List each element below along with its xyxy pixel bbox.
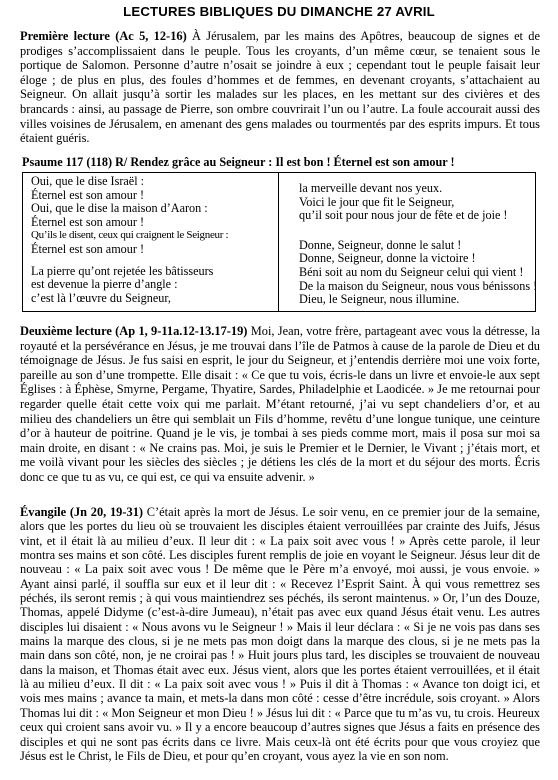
psalm-line: Béni soit au nom du Seigneur celui qui vient ! (299, 264, 524, 279)
psalm-right-column (279, 173, 538, 311)
psalm-line: Éternel est son amour ! (31, 214, 145, 229)
psalm-line: Oui, que le dise Israël : (31, 174, 145, 188)
gospel-text: C’était après la mort de Jésus. Le soir venu, en ce premier jour de la semaine, alors que les portes du lieu où se trouvaient les disciples étaient verrouillées par crainte des Juifs, Jésus vint, et il était là au milieu d’eux. Il leur dit : « La paix soit avec vous ! » Après cette parole, il leur montra ses mains et son côté. Les disciples furent remplis de joie en voyant le Seigneur. Jésus leur dit de nouveau : « La paix soit avec vous ! De même que le Père m’a envoyé, moi aussi, je vous envoie. » Ayant ainsi parlé, il souffla sur eux et il leur dit : « Recevez l’Esprit Saint. À qui vous remettrez ses péchés, ils seront remis ; à qui vous maintiendrez ses péchés, ils seront maintenus. » Or, l’un des Douze, Thomas, appelé Didyme (c’est-à-dire Jumeau), n’était pas avec eux quand Jésus était venu. Les autres disciples lui disaient : « Nous avons vu le Seigneur ! » Mais il leur déclara : « Si je ne vois pas dans ses mains la marque des clous, si je ne mets pas mon doigt dans la marque des clous, si je ne mets pas la main dans son côté, non, je ne croirai pas ! » Huit jours plus tard, les disciples se trouvaient de nouveau dans la maison, et Thomas était avec eux. Jésus vient, alors que les portes étaient verrouillées, et il était là au milieu d’eux. Il dit : « La paix soit avec vous ! » Puis il dit à Thomas : « Avance ton doigt ici, et vois mes mains ; avance ta main, et mets-la dans mon côté : cesse d’être incrédule, sois croyant. » Alors Thomas lui dit : « Mon Seigneur et mon Dieu ! » Jésus lui dit : « Parce que tu m’as vu, tu crois. Heureux ceux qui croient sans avoir vu. » Il y a encore beaucoup d’autres signes que Jésus a faits en présence des disciples et qui ne sont pas écrits dans ce livre. Mais ceux-là ont été écrits pour que vous croyiez que Jésus est le Christ, le Fils de Dieu, et pour qu’en croyant, vous ayez la vie en son nom. (20, 505, 540, 763)
psalm-line: Dieu, le Seigneur, nous illumine. (299, 292, 460, 307)
psalm-line: Oui, que le dise la maison d’Aaron : (31, 201, 208, 216)
psalm-line: La pierre qu’ont rejetée les bâtisseurs (31, 263, 214, 278)
psalm-line: De la maison du Seigneur, nous vous bénissons ! (299, 278, 538, 293)
psalm-line: est devenue la pierre d’angle : (31, 277, 178, 292)
first-reading-heading: Première lecture (Ac 5, 12-16) (20, 29, 187, 43)
psalm-line: Éternel est son amour ! (31, 241, 145, 256)
psalm-line: la merveille devant nos yeux. (299, 181, 443, 195)
first-reading-text: À Jérusalem, par les mains des Apôtres, beaucoup de signes et de prodiges s’accomplissaient dans le peuple. Tous les croyants, d’un même cœur, se tenaient sous le portique de Salomon. Personne d’autre n’osait se joindre à eux ; cependant tout le peuple faisait leur éloge ; de plus en plus, des foules d’hommes et de femmes, en devenant croyants, s’attachaient au Seigneur. On allait jusqu’à sortir les malades sur les places, en les mettant sur des civières et des brancards : ainsi, au passage de Pierre, son ombre couvrirait l’un ou l’autre. La foule accourait aussi des villes voisines de Jérusalem, en amenant des gens malades ou tourmentés par des esprits impurs. Et tous étaient guéris. (20, 29, 540, 146)
psalm-line: Voici le jour que fit le Seigneur, (299, 194, 455, 209)
page-title: LECTURES BIBLIQUES DU DIMANCHE 27 AVRIL (123, 4, 435, 19)
gospel-heading: Évangile (Jn 20, 19-31) (20, 505, 144, 519)
first-reading (20, 29, 540, 146)
psalm-line: Donne, Seigneur, donne le salut ! (299, 237, 462, 252)
psalm-table (22, 172, 536, 312)
psalm-line: qu’il soit pour nous jour de fête et de joie ! (299, 208, 508, 223)
psalm-line: Donne, Seigneur, donne la victoire ! (299, 251, 476, 266)
second-reading-heading: Deuxième lecture (Ap 1, 9-11a.12-13.17-19) (20, 324, 248, 338)
psalm-left-column (23, 173, 279, 311)
gospel-reading (20, 505, 540, 763)
psalm-line: c’est là l’œuvre du Seigneur, (31, 290, 171, 305)
psalm-line: Éternel est son amour ! (31, 187, 145, 202)
psalm-line: Qu’ils le disent, ceux qui craignent le Seigneur : (31, 229, 229, 242)
psalm-title: Psaume 117 (118) R/ Rendez grâce au Seigneur : Il est bon ! Éternel est son amour ! (22, 155, 455, 169)
second-reading-text: Moi, Jean, votre frère, partageant avec vous la détresse, la royauté et la persévérance en Jésus, je me trouvai dans l’île de Patmos à cause de la parole de Dieu et du témoignage de Jésus. Je fus saisi en esprit, le jour du Seigneur, et j’entendis derrière moi une voix forte, pareille au son d’une trompette. Elle disait : « Ce que tu vois, écris-le dans un livre et envoie-le aux sept Églises : à Éphèse, Smyrne, Pergame, Thyatire, Sardes, Philadelphie et Laodicée. » Je me retournai pour regarder quelle était cette voix qui me parlait. M’étant retourné, j’ai vu sept chandeliers d’or, et au milieu des chandeliers un être qui semblait un Fils d’homme, revêtu d’une longue tunique, une ceinture d’or à hauteur de poitrine. Quand je le vis, je tombai à ses pieds comme mort, mais il posa sur moi sa main droite, en disant : « Ne crains pas. Moi, je suis le Premier et le Dernier, le Vivant ; j’étais mort, et me voilà vivant pour les siècles des siècles ; je détiens les clés de la mort et du séjour des morts. Écris donc ce que tu as vu, ce qui est, ce qui va ensuite advenir. » (20, 324, 540, 484)
second-reading (20, 324, 540, 485)
